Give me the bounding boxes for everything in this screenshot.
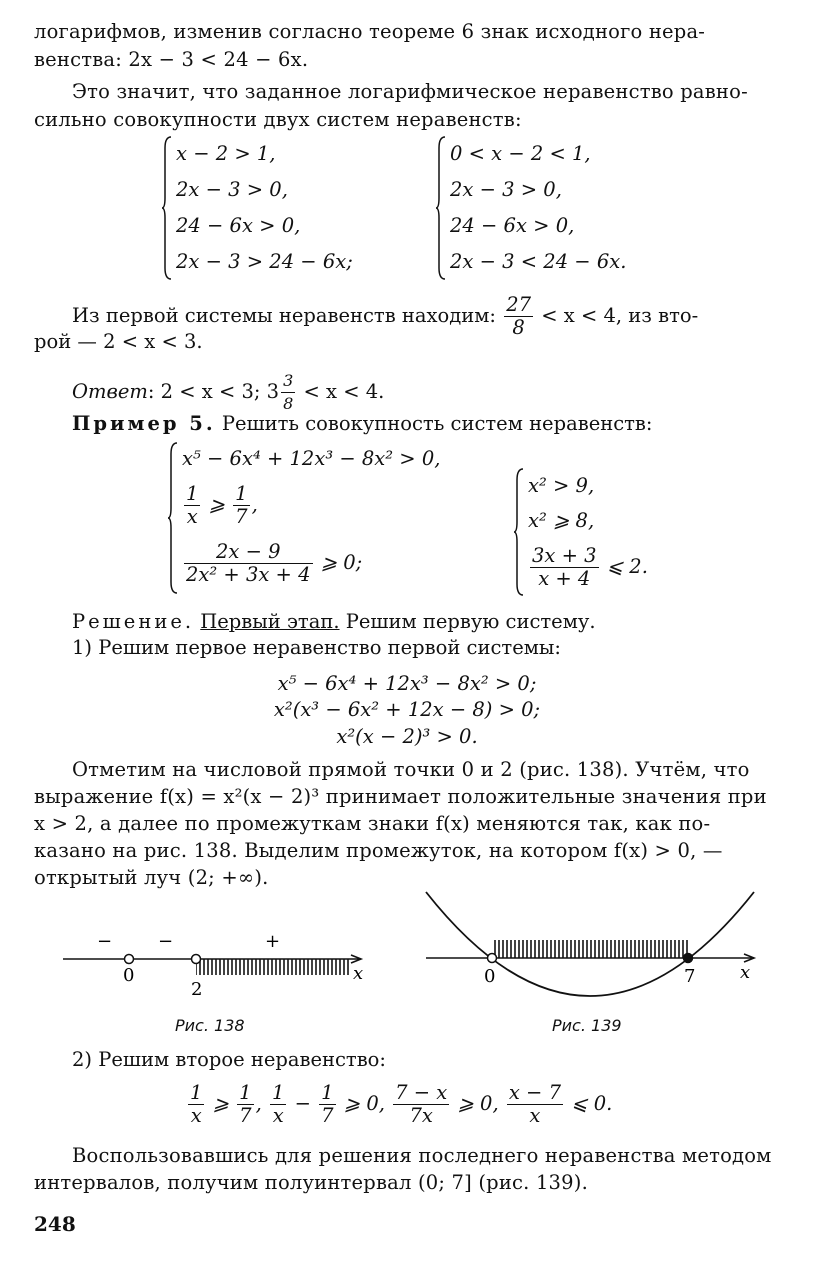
- sign-label: −: [158, 931, 174, 952]
- axis-label: x: [353, 963, 364, 984]
- paragraph-line: Отметим на числовой прямой точки 0 и 2 (рис. 138). Учтём, что: [72, 758, 750, 781]
- paragraph-line: Это значит, что заданное логарифмическое неравенство равно-: [72, 80, 748, 103]
- tick-label: 0: [484, 966, 496, 987]
- inequality: 2x − 3 > 0,: [450, 178, 562, 201]
- answer-line: Ответ: 2 < x < 3; 3 $\frac{3}{8}$ < x < 4.: [72, 371, 385, 413]
- axis-label: x: [740, 962, 751, 983]
- solution-heading: Решение. Первый этап. Решим первую систему.: [72, 610, 596, 633]
- system-of-inequalities-c: [168, 442, 440, 592]
- paragraph-line: Воспользовавшись для решения последнего неравенства методом: [72, 1144, 772, 1167]
- equation-line: x⁵ − 6x⁴ + 12x³ − 8x² > 0;: [277, 672, 537, 695]
- inequality: 24 − 6x > 0,: [450, 214, 575, 237]
- sign-label: −: [97, 931, 113, 952]
- inequality: $\frac{2x - 9}{\text{2x² + 3x + 4}}$ ⩾ 0;: [186, 540, 363, 586]
- tick-label: 7: [684, 966, 696, 987]
- inequality: x − 2 > 1,: [176, 142, 276, 165]
- equation-line: x²(x − 2)³ > 0.: [336, 725, 478, 748]
- paragraph-line: рой — 2 < x < 3.: [34, 330, 203, 353]
- tick-label: 2: [191, 979, 203, 1000]
- paragraph-line: выражение f(x) = x²(x − 2)³ принимает положительные значения при: [34, 785, 767, 808]
- step-line: 2) Решим второе неравенство:: [72, 1048, 386, 1071]
- inequality: x² > 9,: [528, 474, 595, 497]
- open-point-2: [192, 955, 201, 964]
- equation-line: x²(x³ − 6x² + 12x − 8) > 0;: [273, 698, 541, 721]
- open-point-0: [488, 954, 497, 963]
- sign-label: +: [265, 931, 281, 952]
- text-line: логарифмов, изменив согласно теореме 6 знак исходного нера-: [34, 20, 706, 43]
- inequality: 0 < x − 2 < 1,: [450, 142, 591, 165]
- system-of-inequalities-b: [436, 136, 626, 280]
- filled-point-7: [684, 954, 693, 963]
- brace-icon: [514, 468, 524, 596]
- page-number: 248: [34, 1212, 76, 1236]
- brace-icon: [162, 136, 172, 280]
- open-point-0: [125, 955, 134, 964]
- paragraph-line: сильно совокупности двух систем неравенств:: [34, 108, 522, 131]
- text-line: венства: 2x − 3 < 24 − 6x.: [34, 48, 309, 71]
- brace-icon: [168, 442, 178, 594]
- shaded-interval: [196, 959, 350, 975]
- paragraph-line: x > 2, а далее по промежуткам знаки f(x) меняются так, как по-: [34, 812, 711, 835]
- inequality: x⁵ − 6x⁴ + 12x³ − 8x² > 0,: [182, 447, 441, 470]
- figure-caption: Рис. 138: [175, 1016, 245, 1035]
- tick-label: 0: [123, 965, 135, 986]
- paragraph-line: казано на рис. 138. Выделим промежуток, на котором f(x) > 0, —: [34, 839, 723, 862]
- inequality: $\frac{3x + 3}{x + 4}$ ⩽ 2.: [532, 544, 648, 590]
- paragraph-line: открытый луч (2; +∞).: [34, 866, 269, 889]
- system-of-inequalities-d: [514, 468, 648, 596]
- inequality: 2x − 3 < 24 − 6x.: [450, 250, 627, 273]
- inequality: 2x − 3 > 0,: [176, 178, 288, 201]
- example-heading: Пример 5. Решить совокупность систем неравенств:: [72, 412, 653, 435]
- inequality: 2x − 3 > 24 − 6x;: [176, 250, 353, 273]
- paragraph-line: интервалов, получим полуинтервал (0; 7] (рис. 139).: [34, 1171, 588, 1194]
- paragraph-line: Из первой системы неравенств находим: $\frac{27}{8}$ < x < 4, из вто-: [72, 293, 699, 339]
- inequality: x² ⩾ 8,: [528, 509, 595, 532]
- system-of-inequalities-a: [162, 136, 353, 280]
- inequality: 24 − 6x > 0,: [176, 214, 301, 237]
- equation-line: $\frac{1}{x}$ ⩾ $\frac{1}{7}$ , $\frac{1}{x}$ − $\frac{1}{7}$ ⩾ 0, $\frac{7 - x}{7x}$ ⩾ 0, $\frac{x - 7}{x}$ ⩽ 0.: [190, 1081, 613, 1127]
- figure-caption: Рис. 139: [552, 1016, 622, 1035]
- shaded-interval: [492, 940, 688, 958]
- figure-138-number-line: [55, 925, 375, 1005]
- inequality: $\frac{1}{x}$ ⩾ $\frac{1}{7}$ ,: [186, 482, 258, 528]
- brace-icon: [436, 136, 446, 280]
- step-line: 1) Решим первое неравенство первой системы:: [72, 636, 561, 659]
- figure-139-parabola: [418, 880, 768, 1015]
